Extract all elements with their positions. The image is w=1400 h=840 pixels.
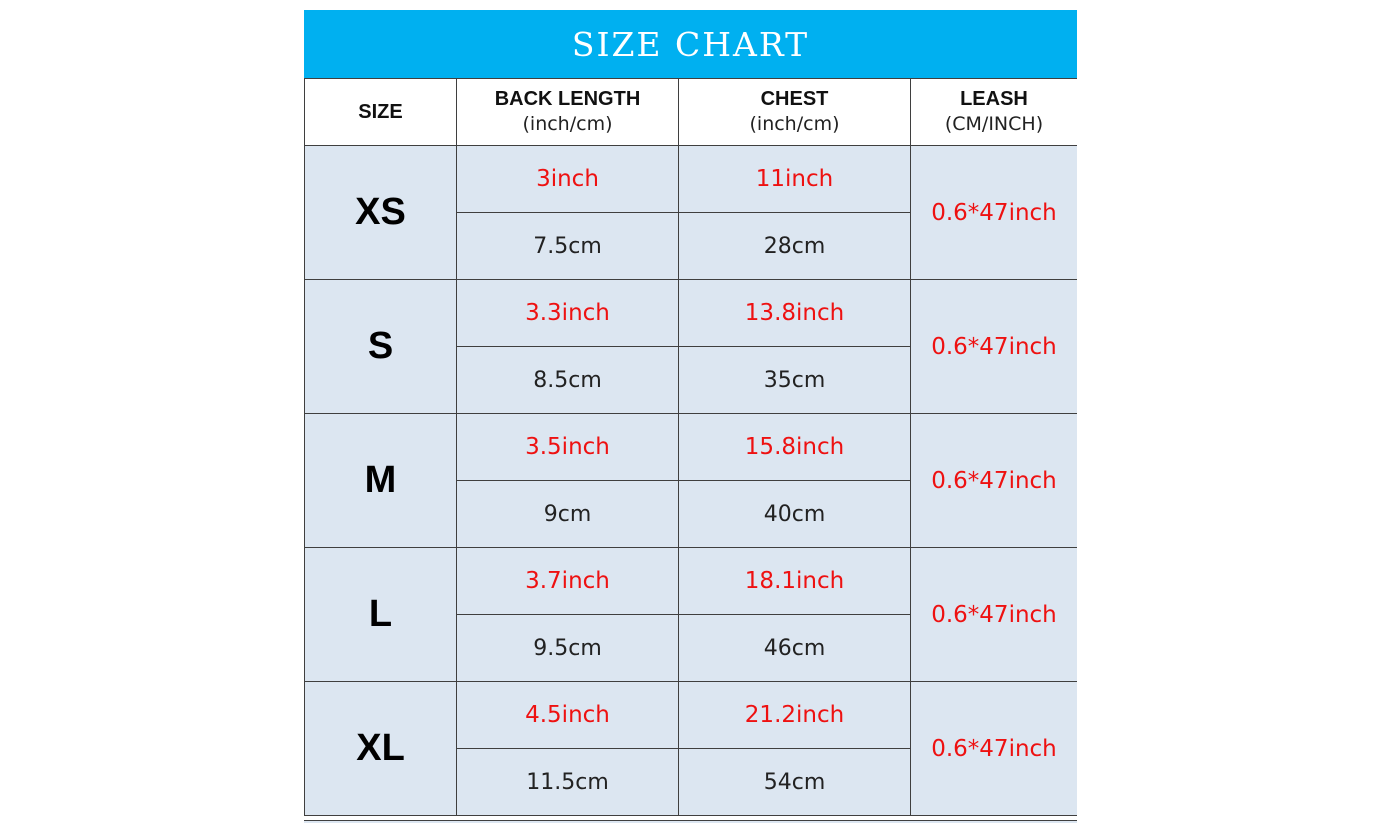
back-length-cm: 7.5cm — [457, 213, 679, 280]
size-label: XL — [305, 682, 457, 816]
back-length-inch: 3.7inch — [457, 548, 679, 615]
size-label: L — [305, 548, 457, 682]
chest-inch: 11inch — [679, 146, 911, 213]
back-length-cm: 9cm — [457, 481, 679, 548]
leash-value: 0.6*47inch — [911, 280, 1078, 414]
table-row — [305, 414, 1078, 481]
chest-cm: 40cm — [679, 481, 911, 548]
header-back-length-unit: (inch/cm) — [522, 113, 613, 135]
chest-inch: 15.8inch — [679, 414, 911, 481]
table-row — [305, 548, 1078, 615]
header-back-length-label: BACK LENGTH — [494, 88, 641, 110]
back-length-cm: 9.5cm — [457, 615, 679, 682]
table-row — [305, 280, 1078, 347]
chest-inch: 21.2inch — [679, 682, 911, 749]
header-size-label: SIZE — [358, 101, 403, 123]
header-chest-label: CHEST — [760, 88, 829, 110]
back-length-inch: 4.5inch — [457, 682, 679, 749]
leash-value: 0.6*47inch — [911, 548, 1078, 682]
chest-cm: 54cm — [679, 749, 911, 816]
back-length-inch: 3inch — [457, 146, 679, 213]
chest-cm: 46cm — [679, 615, 911, 682]
chest-cm: 28cm — [679, 213, 911, 280]
leash-value: 0.6*47inch — [911, 146, 1078, 280]
table-row — [305, 682, 1078, 749]
chest-inch: 18.1inch — [679, 548, 911, 615]
header-leash — [911, 79, 1078, 146]
size-label: M — [305, 414, 457, 548]
table-bottom-edge — [304, 820, 1077, 823]
back-length-cm: 8.5cm — [457, 347, 679, 414]
back-length-inch: 3.3inch — [457, 280, 679, 347]
size-label: XS — [305, 146, 457, 280]
header-back-length — [457, 79, 679, 146]
leash-value: 0.6*47inch — [911, 682, 1078, 816]
chest-inch: 13.8inch — [679, 280, 911, 347]
chart-title: SIZE CHART — [304, 10, 1077, 78]
header-chest — [679, 79, 911, 146]
size-label: S — [305, 280, 457, 414]
leash-value: 0.6*47inch — [911, 414, 1078, 548]
back-length-inch: 3.5inch — [457, 414, 679, 481]
header-leash-label: LEASH — [960, 88, 1028, 110]
size-table — [304, 78, 1077, 816]
table-row — [305, 146, 1078, 213]
back-length-cm: 11.5cm — [457, 749, 679, 816]
header-leash-unit: (CM/INCH) — [944, 113, 1044, 135]
chest-cm: 35cm — [679, 347, 911, 414]
header-row — [305, 79, 1078, 146]
header-chest-unit: (inch/cm) — [749, 113, 840, 135]
size-chart — [304, 10, 1077, 823]
header-size — [305, 79, 457, 146]
